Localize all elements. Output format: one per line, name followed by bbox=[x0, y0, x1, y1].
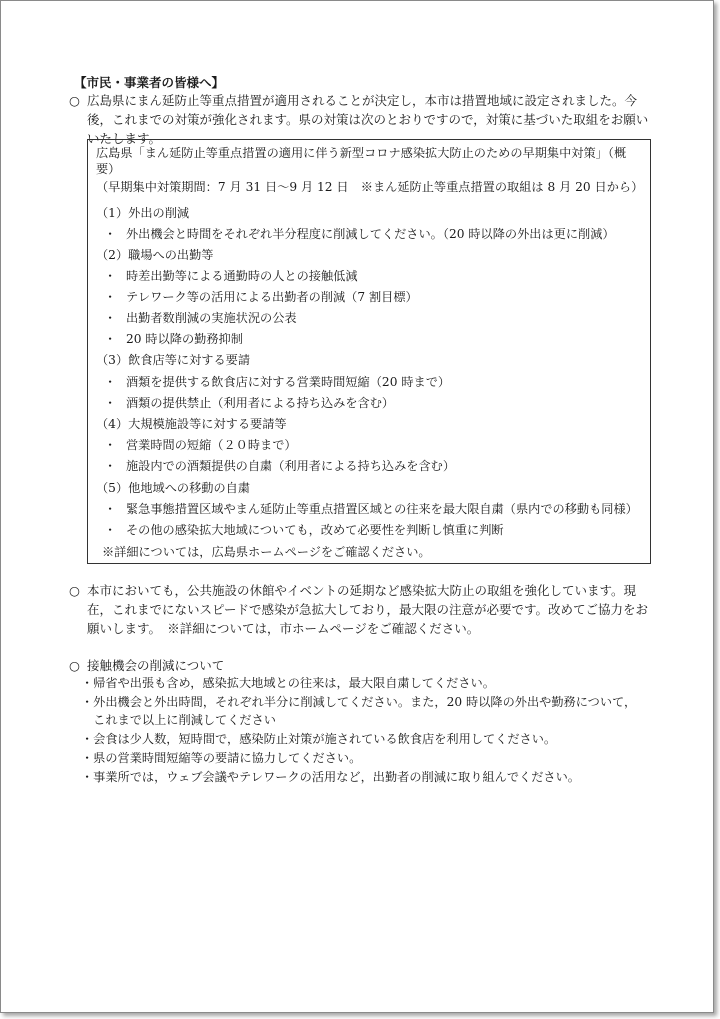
paragraph-line: 広島県にまん延防止等重点措置が適用されることが決定し，本市は措置地域に設定されました。今 bbox=[87, 93, 638, 108]
paragraph-line: 願いします。 ※詳細については，市ホームページをご確認ください。 bbox=[87, 621, 480, 636]
list-item: ・ 緊急事態措置区域やまん延防止等重点措置区域との往来を最大限自粛（県内での移動も同様） bbox=[104, 502, 638, 516]
box-title: 広島県「まん延防止等重点措置の適用に伴う新型コロナ感染拡大防止のための早期集中対策」（概 bbox=[96, 146, 627, 160]
box-note: ※詳細については，広島県ホームページをご確認ください。 bbox=[102, 545, 431, 559]
prefecture-measures-box bbox=[87, 139, 651, 564]
section-head: （2）職場への出勤等 bbox=[96, 248, 214, 262]
circle-marker: ○ bbox=[69, 93, 80, 108]
section-heading: 【市民・事業者の皆様へ】 bbox=[74, 75, 225, 90]
list-item: ・ 営業時間の短縮（２０時まで） bbox=[104, 438, 297, 452]
list-item: ・会食は少人数，短時間で，感染防止対策が施されている飲食店を利用してください。 bbox=[81, 732, 557, 746]
circle-marker: ○ bbox=[69, 658, 80, 673]
list-item: ・ 外出機会と時間をそれぞれ半分程度に削減してください。（20 時以降の外出は更に削減） bbox=[104, 227, 615, 241]
paragraph-line: 本市においても，公共施設の休館やイベントの延期など感染拡大防止の取組を強化しています。現 bbox=[87, 583, 637, 598]
subsection-heading: 接触機会の削減について bbox=[87, 658, 225, 673]
section-head: （4）大規模施設等に対する要請等 bbox=[96, 417, 287, 431]
list-item: ・ 20 時以降の勤務抑制 bbox=[104, 332, 243, 346]
section-head: （1）外出の削減 bbox=[96, 206, 190, 220]
list-item: ・ 酒類を提供する飲食店に対する営業時間短縮（20 時まで） bbox=[104, 375, 451, 389]
section-head: （5）他地域への移動の自粛 bbox=[96, 481, 251, 495]
paragraph-line: 在，これまでにないスピードで感染が急拡大しており，最大限の注意が必要です。改めてご協力をお bbox=[87, 602, 649, 617]
list-item: ・ 施設内での酒類提供の自粛（利用者による持ち込みを含む） bbox=[104, 459, 456, 473]
box-title-cont: 要） bbox=[96, 162, 121, 176]
list-item: ・ 出勤者数削減の実施状況の公表 bbox=[104, 311, 297, 325]
list-item: ・ その他の感染拡大地域についても，改めて必要性を判断し慎重に判断 bbox=[104, 523, 504, 537]
paragraph-line: いたします。 bbox=[87, 131, 162, 146]
box-period: （早期集中対策期間：7 月 31 日～9 月 12 日 ※まん延防止等重点措置の取組は 8 月 20 日から） bbox=[96, 180, 644, 194]
list-item: ・県の営業時間短縮等の要請に協力してください。 bbox=[81, 751, 362, 765]
section-head: （3）飲食店等に対する要請 bbox=[96, 353, 251, 367]
circle-marker: ○ bbox=[69, 583, 80, 598]
list-item: これまで以上に削減してください bbox=[81, 713, 276, 727]
list-item: ・外出機会と外出時間，それぞれ半分に削減してください。また，20 時以降の外出や勤務について， bbox=[81, 695, 637, 709]
list-item: ・ テレワーク等の活用による出勤者の削減（7 割目標） bbox=[104, 290, 418, 304]
list-item: ・事業所では，ウェブ会議やテレワークの活用など，出勤者の削減に取り組んでください。 bbox=[81, 770, 580, 784]
paragraph-line: 後，これまでの対策が強化されます。県の対策は次のとおりですので，対策に基づいた取組をお願い bbox=[87, 112, 649, 127]
list-item: ・帰省や出張も含め，感染拡大地域との往来は，最大限自粛してください。 bbox=[81, 676, 495, 690]
list-item: ・ 時差出勤等による通勤時の人との接触低減 bbox=[104, 269, 358, 283]
list-item: ・ 酒類の提供禁止（利用者による持ち込みを含む） bbox=[104, 396, 395, 410]
